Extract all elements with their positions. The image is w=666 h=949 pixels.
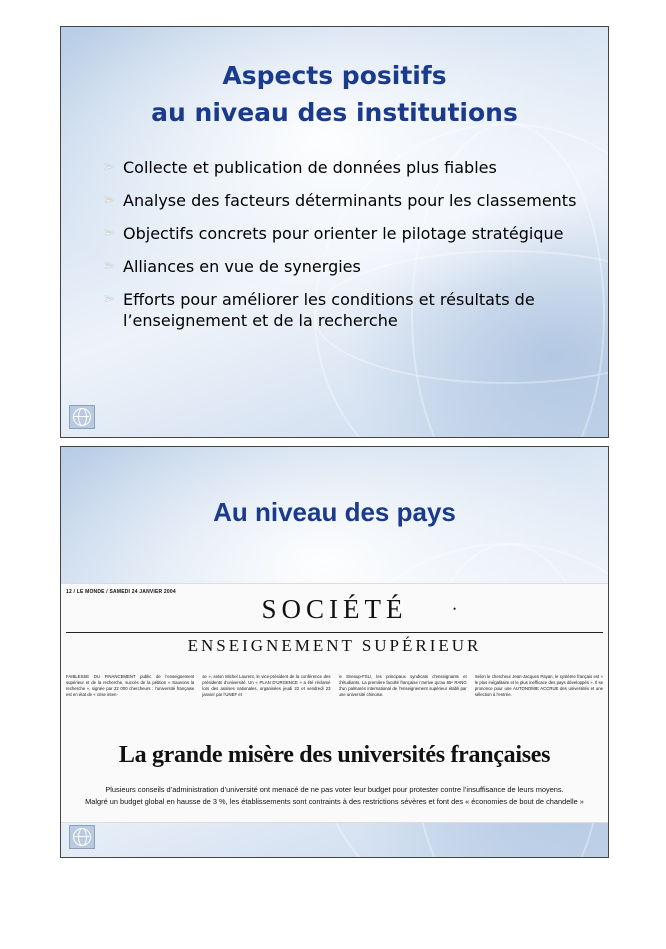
title-line-1: Aspects positifs [222,61,447,90]
deck-line-2: Malgré un budget global en hausse de 3 %, les établissements sont contraints à des restrictions sévères et font des « économies de bout de chandelle » [85,797,584,806]
bullet-list [103,157,580,343]
slide-au-niveau-des-pays [60,446,609,858]
clipping-column: se », selon Michel Laurent, le vice-président de la conférence des présidents d’université. Un « PLAN D’URGENCE » a été réclamé lors des assises nationales, organisées jeudi 22 et vendredi 23 janvier par l’UNEF et [202,674,331,697]
deck-line-1: Plusieurs conseils d’administration d’université ont menacé de ne pas voter leur budget pour protester contre l’insuffisance de leurs moyens. [105,785,564,794]
globe-logo-icon [69,825,95,849]
clipping-column: le Snesup-FSU, les principaux syndicats d’enseignants et d’étudiants. La première faculté française n’arrive qu’au 65ᵉ RANG d’un palmarès international de l’enseignement supérieur établi par une université chinoise. [338,674,467,697]
bullet-item: ➢ Alliances en vue de synergies [103,257,361,276]
clipping-columns [66,674,603,698]
arrow-bullet-icon: ➢ [103,192,115,208]
bullet-item: ➢ Efforts pour améliorer les conditions et résultats de l’enseignement et de la recherche [103,290,535,330]
decorative-dot: • [453,604,457,614]
slide-title: Au niveau des pays [213,497,456,527]
clipping-section-title: SOCIÉTÉ [261,594,408,624]
divider [66,632,603,633]
arrow-bullet-icon: ➢ [103,258,115,274]
title-line-2: au niveau des institutions [151,98,518,127]
arrow-bullet-icon: ➢ [103,291,115,307]
clipping-deck [71,784,598,808]
slide-title [61,57,608,131]
arrow-bullet-icon: ➢ [103,225,115,241]
bullet-item: ➢ Objectifs concrets pour orienter le pilotage stratégique [103,224,564,243]
clipping-column: Selon le chercheur Jean-Jacques Payan, le système français est « le plus inégalitaire et le plus inefficace des pays développés ». Il se prononce pour une AUTONOMIE ACCRUE des universités et une sélection à l’entrée. [474,674,603,697]
clipping-headline: La grande misère des universités françaises [118,742,551,768]
bullet-item: ➢ Analyse des facteurs déterminants pour les classements [103,191,577,210]
clipping-column: FAIBLESSE DU FINANCEMENT public de l’enseignement supérieur et de la recherche, succès de la pétition « Sauvons la recherche », signée par 22 000 chercheurs : l’université française est en état de « crise inten- [66,674,195,697]
newspaper-clipping [61,583,608,823]
bullet-item: ➢ Collecte et publication de données plus fiables [103,158,497,177]
arrow-bullet-icon: ➢ [103,159,115,175]
slide-aspects-positifs [60,26,609,438]
globe-logo-icon [69,405,95,429]
clipping-subsection-title: ENSEIGNEMENT SUPÉRIEUR [187,636,482,655]
clipping-header: 12 / LE MONDE / SAMEDI 24 JANVIER 2004 [66,589,176,595]
